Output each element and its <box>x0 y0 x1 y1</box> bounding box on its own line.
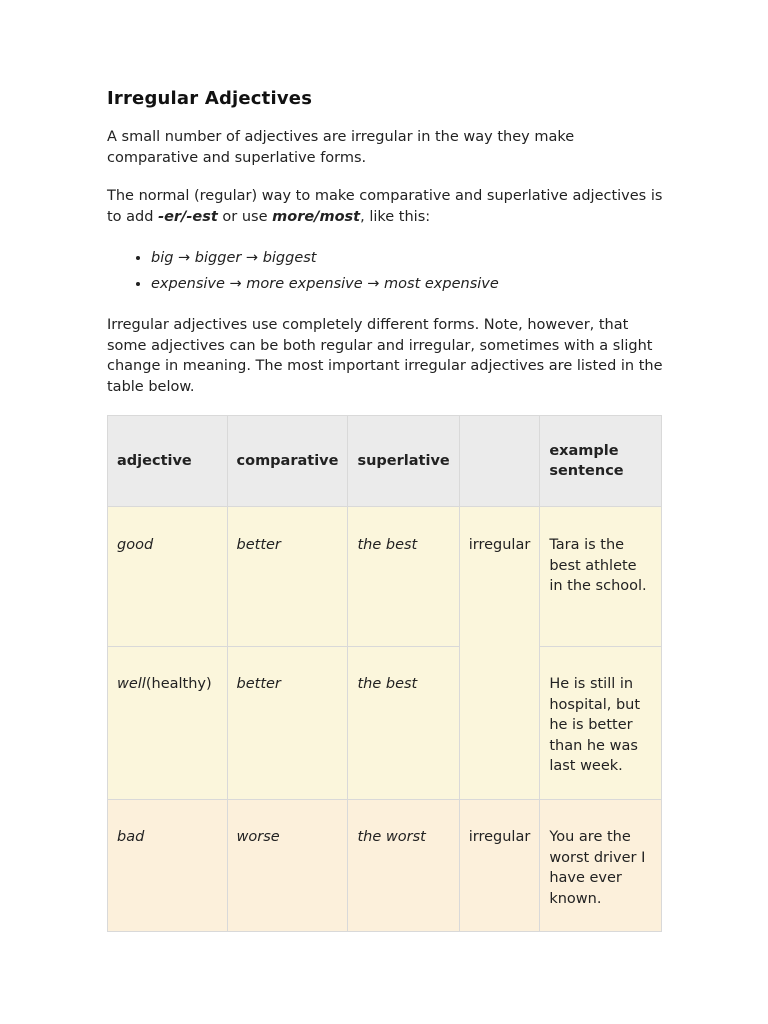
cell-adjective: good <box>108 507 228 647</box>
cell-type: irregular <box>459 507 540 800</box>
table-row <box>108 507 662 647</box>
page-title: Irregular Adjectives <box>107 88 313 109</box>
table-row <box>108 647 662 800</box>
adjective-word: well <box>117 676 146 692</box>
cell-comparative: worse <box>227 800 348 932</box>
more-most-text: more/most <box>272 208 361 225</box>
article <box>107 88 667 415</box>
table-row <box>108 800 662 932</box>
regular-forms-paragraph <box>107 186 667 227</box>
list-item: • expensive → more expensive → most expensive <box>151 271 667 297</box>
cell-adjective <box>108 647 228 800</box>
cell-example: You are the worst driver I have ever known. <box>540 800 662 932</box>
header-superlative: superlative <box>348 416 459 507</box>
irregular-adjectives-table <box>107 415 662 932</box>
cell-example: Tara is the best athlete in the school. <box>540 507 662 647</box>
cell-comparative: better <box>227 507 348 647</box>
cell-example: He is still in hospital, but he is better than he was last week. <box>540 647 662 800</box>
cell-superlative: the best <box>348 647 459 800</box>
list-item: • big → bigger → biggest <box>151 245 667 271</box>
header-comparative: comparative <box>227 416 348 507</box>
cell-type: irregular <box>459 800 540 932</box>
irregular-paragraph: Irregular adjectives use completely different forms. Note, however, that some adjectives can be both regular and irregular, sometimes with a slight change in meaning. The most important irregular adjectives are listed in the table below. <box>107 317 663 395</box>
regular-text-after: , like this: <box>360 208 431 225</box>
cell-superlative: the worst <box>348 800 459 932</box>
regular-text-before: The normal (regular) way to make comparative and superlative adjectives is to add <box>107 188 663 225</box>
suffix-text: -er/-est <box>158 208 218 225</box>
adjective-qualifier: (healthy) <box>145 676 212 692</box>
example-list <box>107 245 667 297</box>
cell-adjective: bad <box>108 800 228 932</box>
header-adjective: adjective <box>108 416 228 507</box>
header-type <box>459 416 540 507</box>
cell-superlative: the best <box>348 507 459 647</box>
intro-paragraph: A small number of adjectives are irregular in the way they make comparative and superlative forms. <box>107 129 575 166</box>
cell-comparative: better <box>227 647 348 800</box>
header-example-sentence: example sentence <box>540 416 662 507</box>
table-header-row <box>108 416 662 507</box>
regular-text-middle: or use <box>217 208 273 225</box>
